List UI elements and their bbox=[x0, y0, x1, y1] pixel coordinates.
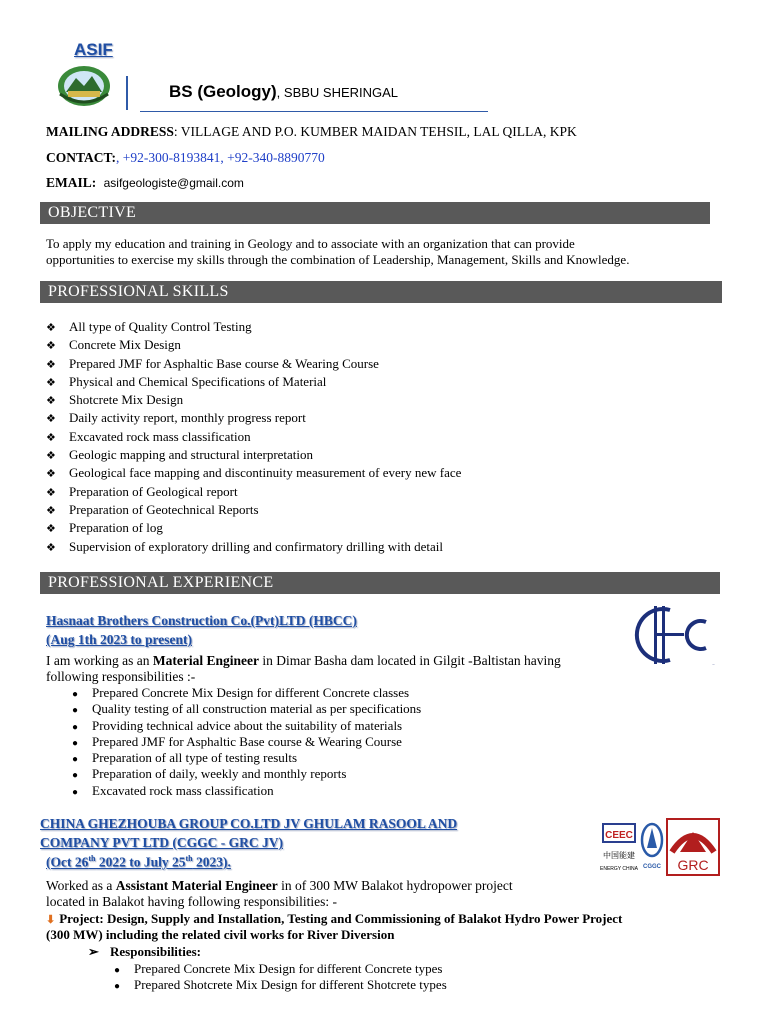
job2-company-line2: COMPANY PVT LTD (CGGC - GRC JV) bbox=[40, 835, 283, 850]
job2-company-line1: CHINA GHEZHOUBA GROUP CO.LTD JV GHULAM RASOOL AND bbox=[40, 816, 458, 831]
job2-intro-line1: Worked as a Assistant Material Engineer in of 300 MW Balakot hydropower project bbox=[46, 878, 513, 893]
email-value[interactable]: asifgeologiste@gmail.com bbox=[103, 176, 244, 190]
energy-china-logo bbox=[600, 818, 638, 876]
mailing-address bbox=[46, 124, 577, 140]
bullet-icon: ● bbox=[114, 965, 121, 976]
email-label: EMAIL: bbox=[46, 175, 97, 190]
diamond-bullet-icon: ❖ bbox=[46, 450, 56, 463]
list-item: ❖ Shotcrete Mix Design bbox=[46, 391, 461, 409]
list-item: ❖ Preparation of log bbox=[46, 519, 461, 537]
list-item: ● Excavated rock mass classification bbox=[72, 783, 421, 799]
list-item: ● Preparation of daily, weekly and monthly reports bbox=[72, 766, 421, 782]
bullet-icon: ● bbox=[72, 721, 79, 733]
list-item: ❖ Physical and Chemical Specifications of Material bbox=[46, 373, 461, 391]
job1-role: Material Engineer bbox=[152, 653, 259, 668]
objective-text-line2: opportunities to exercise my skills through the combination of Leadership, Management, Skills and Knowledge. bbox=[46, 252, 630, 267]
list-item: ❖ Geologic mapping and structural interpretation bbox=[46, 446, 461, 464]
list-item: ● Prepared JMF for Asphaltic Base course & Wearing Course bbox=[72, 734, 421, 750]
diamond-bullet-icon: ❖ bbox=[46, 431, 56, 444]
diamond-bullet-icon: ❖ bbox=[46, 322, 56, 334]
diamond-bullet-icon: ❖ bbox=[46, 468, 56, 481]
university-logo bbox=[56, 64, 112, 108]
name-heading: ASIF bbox=[74, 40, 113, 59]
job2-responsibilities bbox=[114, 961, 447, 994]
hbcc-logo-text: HBCC bbox=[712, 665, 715, 666]
job2-period: (Oct 26th 2022 to July 25th 2023). bbox=[46, 854, 231, 870]
list-item: ❖ Supervision of exploratory drilling and confirmatory drilling with detail bbox=[46, 538, 461, 556]
cggc-logo bbox=[640, 818, 664, 876]
list-item: ❖ Preparation of Geotechnical Reports bbox=[46, 501, 461, 519]
grc-logo-text: GRC bbox=[677, 857, 709, 873]
mailing-address-label: MAILING ADDRESS bbox=[46, 124, 174, 139]
list-item: ❖ Daily activity report, monthly progress report bbox=[46, 409, 461, 427]
diamond-bullet-icon: ❖ bbox=[46, 395, 56, 408]
job2-intro-line2: located in Balakot having following responsibilities: - bbox=[46, 894, 337, 909]
diamond-bullet-icon: ❖ bbox=[46, 358, 56, 371]
job2-responsibilities-label: ➢ Responsibilities: bbox=[88, 944, 202, 959]
list-item: ● Prepared Concrete Mix Design for different Concrete classes bbox=[72, 685, 421, 701]
skills-heading: PROFESSIONAL SKILLS bbox=[40, 281, 722, 303]
job1-intro-line1: I am working as an Material Engineer in Dimar Basha dam located in Gilgit -Baltistan having bbox=[46, 653, 561, 668]
job1-period: (Aug 1th 2023 to present) bbox=[46, 632, 192, 647]
contact-label: CONTACT: bbox=[46, 150, 116, 165]
bullet-icon: ● bbox=[72, 705, 79, 717]
institution-name: , SBBU SHERINGAL bbox=[276, 85, 399, 100]
list-item: ❖ Excavated rock mass classification bbox=[46, 428, 461, 446]
header-underline bbox=[140, 111, 488, 112]
list-item: ● Prepared Concrete Mix Design for different Concrete types bbox=[114, 961, 447, 977]
objective-heading: OBJECTIVE bbox=[40, 202, 710, 224]
objective-text-line1: To apply my education and training in Geology and to associate with an organization that can provide bbox=[46, 236, 575, 251]
bullet-icon: ● bbox=[114, 981, 121, 993]
bullet-icon: ● bbox=[72, 786, 79, 798]
arrow-bullet-icon: ➢ bbox=[88, 944, 99, 959]
list-item: ● Providing technical advice about the suitability of materials bbox=[72, 718, 421, 734]
job2-project-line2: (300 MW) including the related civil works for River Diversion bbox=[46, 927, 395, 942]
bullet-icon: ● bbox=[72, 770, 79, 782]
hbcc-logo bbox=[636, 604, 715, 666]
diamond-bullet-icon: ❖ bbox=[46, 523, 56, 536]
list-item: ❖ Geological face mapping and discontinuity measurement of every new face bbox=[46, 464, 461, 482]
mailing-address-value: : VILLAGE AND P.O. KUMBER MAIDAN TEHSIL, LAL QILLA, KPK bbox=[173, 124, 577, 139]
degree-title: BS (Geology) bbox=[169, 82, 277, 101]
cggc-logo-text: CGGC bbox=[643, 864, 661, 870]
list-item: ● Preparation of all type of testing results bbox=[72, 750, 421, 766]
experience-heading: PROFESSIONAL EXPERIENCE bbox=[40, 572, 720, 594]
list-item: ❖ Concrete Mix Design bbox=[46, 336, 461, 354]
bullet-icon: ● bbox=[72, 689, 79, 700]
list-item: ● Quality testing of all construction material as per specifications bbox=[72, 701, 421, 717]
contact-line bbox=[46, 150, 325, 166]
job1-intro-line2: following responsibilities :- bbox=[46, 669, 196, 684]
diamond-bullet-icon: ❖ bbox=[46, 340, 56, 353]
energy-china-cn: 中国能建 bbox=[603, 851, 635, 860]
contact-phones[interactable]: , +92-300-8193841, +92-340-8890770 bbox=[116, 150, 325, 165]
skills-list bbox=[46, 318, 461, 556]
degree-line bbox=[169, 82, 398, 102]
list-item: ● Prepared Shotcrete Mix Design for different Shotcrete types bbox=[114, 977, 447, 993]
ceec-logo-text: CEEC bbox=[605, 830, 633, 841]
job2-role: Assistant Material Engineer bbox=[115, 878, 278, 893]
list-item: ❖ Prepared JMF for Asphaltic Base course & Wearing Course bbox=[46, 355, 461, 373]
bullet-icon: ● bbox=[72, 754, 79, 766]
project-arrow-icon: ⬇ bbox=[46, 914, 56, 926]
diamond-bullet-icon: ❖ bbox=[46, 376, 56, 389]
job1-responsibilities bbox=[72, 685, 421, 799]
job2-project-line1: ⬇ Project: Design, Supply and Installation, Testing and Commissioning of Balakot Hydro Power Project bbox=[46, 911, 623, 926]
email-line bbox=[46, 175, 244, 191]
job1-company: Hasnaat Brothers Construction Co.(Pvt)LTD (HBCC) bbox=[46, 613, 357, 628]
diamond-bullet-icon: ❖ bbox=[46, 541, 56, 554]
list-item: ❖ All type of Quality Control Testing bbox=[46, 318, 461, 336]
energy-china-sub: ENERGY CHINA bbox=[600, 866, 638, 872]
diamond-bullet-icon: ❖ bbox=[46, 486, 56, 499]
list-item: ❖ Preparation of Geological report bbox=[46, 483, 461, 501]
diamond-bullet-icon: ❖ bbox=[46, 413, 56, 426]
diamond-bullet-icon: ❖ bbox=[46, 504, 56, 517]
header-divider-vertical bbox=[126, 76, 128, 110]
grc-logo bbox=[666, 818, 720, 876]
bullet-icon: ● bbox=[72, 737, 79, 749]
